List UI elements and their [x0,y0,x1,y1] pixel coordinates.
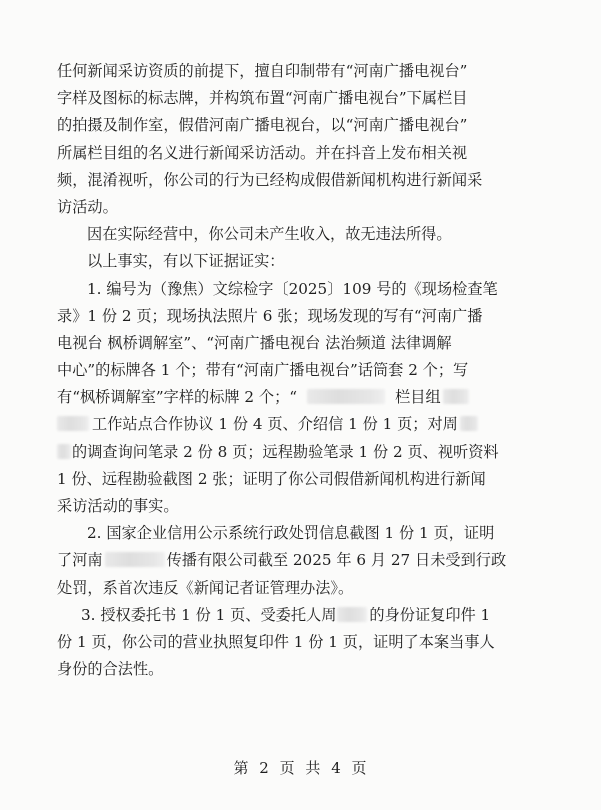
text-line [57,411,557,438]
text-line [57,547,557,574]
redaction-mark [337,607,367,622]
text-segment: 有“枫桥调解室”字样的标牌 2 个；“ [57,388,298,407]
text-segment: 工作站点合作协议 1 份 4 页、介绍信 1 份 1 页；对周 [92,415,458,434]
paragraph-no-illegal-gains: 因在实际经营中，你公司未产生收入，故无违法所得。 [87,225,452,244]
evidence-item-2 [57,520,557,602]
evidence-item-1 [57,276,557,521]
text-line: 录》1 份 2 页；现场执法照片 6 张；现场发现的写有“河南广播 [57,306,483,325]
text-line [57,439,557,466]
current-page-number: 2 [259,759,270,777]
footer-suffix: 页 [351,759,368,777]
text-line: 身份的合法性。 [57,660,164,679]
total-page-count: 4 [331,759,342,777]
text-line: 字样及图标的标志牌，并构筑布置“河南广播电视台”下属栏目 [57,89,468,108]
text-line: 中心”的标牌各 1 个；带有“河南广播电视台”话筒套 2 个；写 [57,361,469,380]
text-segment: 栏目组 [395,388,441,407]
redaction-mark [57,444,71,459]
text-line: 2. 国家企业信用公示系统行政处罚信息截图 1 份 1 页，证明 [87,524,495,543]
paragraph-violation-description [57,58,557,221]
redaction-mark [460,416,478,431]
text-segment: 的身份证复印件 1 [369,605,491,624]
footer-page-word: 页 [279,759,296,777]
redaction-mark [307,389,385,404]
redaction-mark [57,416,89,431]
text-line [57,384,557,411]
footer-total-word: 共 [305,759,322,777]
text-line: 1. 编号为（豫焦）文综检字〔2025〕109 号的《现场检查笔 [87,279,498,298]
text-segment: 的调查询问笔录 2 份 8 页；远程勘验笔录 1 份 2 页、视听资料 [72,442,499,461]
text-line: 访活动。 [57,197,118,216]
text-line [57,602,557,629]
footer-prefix: 第 [233,759,250,777]
text-line: 频，混淆视听，你公司的行为已经构成假借新闻机构进行新闻采 [57,170,483,189]
redaction-mark [105,552,165,567]
text-line: 的拍摄及制作室，假借河南广播电视台，以“河南广播电视台” [57,116,468,135]
text-segment: 传播有限公司截至 2025 年 6 月 27 日未受到行政 [166,551,507,570]
text-line: 处罚，系首次违反《新闻记者证管理办法》。 [57,578,354,597]
text-line: 1 份、远程勘验截图 2 张；证明了你公司假借新闻机构进行新闻 [57,469,486,488]
text-line: 电视台 枫桥调解室”、“河南广播电视台 法治频道 法律调解 [57,333,452,352]
text-line: 所属栏目组的名义进行新闻采访活动。并在抖音上发布相关视 [57,143,468,162]
text-segment: 了河南 [57,551,103,570]
paragraph-evidence-intro: 以上事实，有以下证据证实： [87,252,285,271]
text-line: 采访活动的事实。 [57,497,179,515]
document-body [57,58,557,683]
page-number-footer [0,757,601,778]
redaction-mark [443,389,469,404]
text-line: 份 1 页，你公司的营业执照复印件 1 份 1 页，证明了本案当事人 [57,632,495,651]
text-segment: 3. 授权委托书 1 份 1 页、受委托人周 [81,605,337,624]
evidence-item-3 [57,602,557,684]
text-line: 任何新闻采访资质的前提下，擅自印制带有“河南广播电视台” [57,62,468,80]
